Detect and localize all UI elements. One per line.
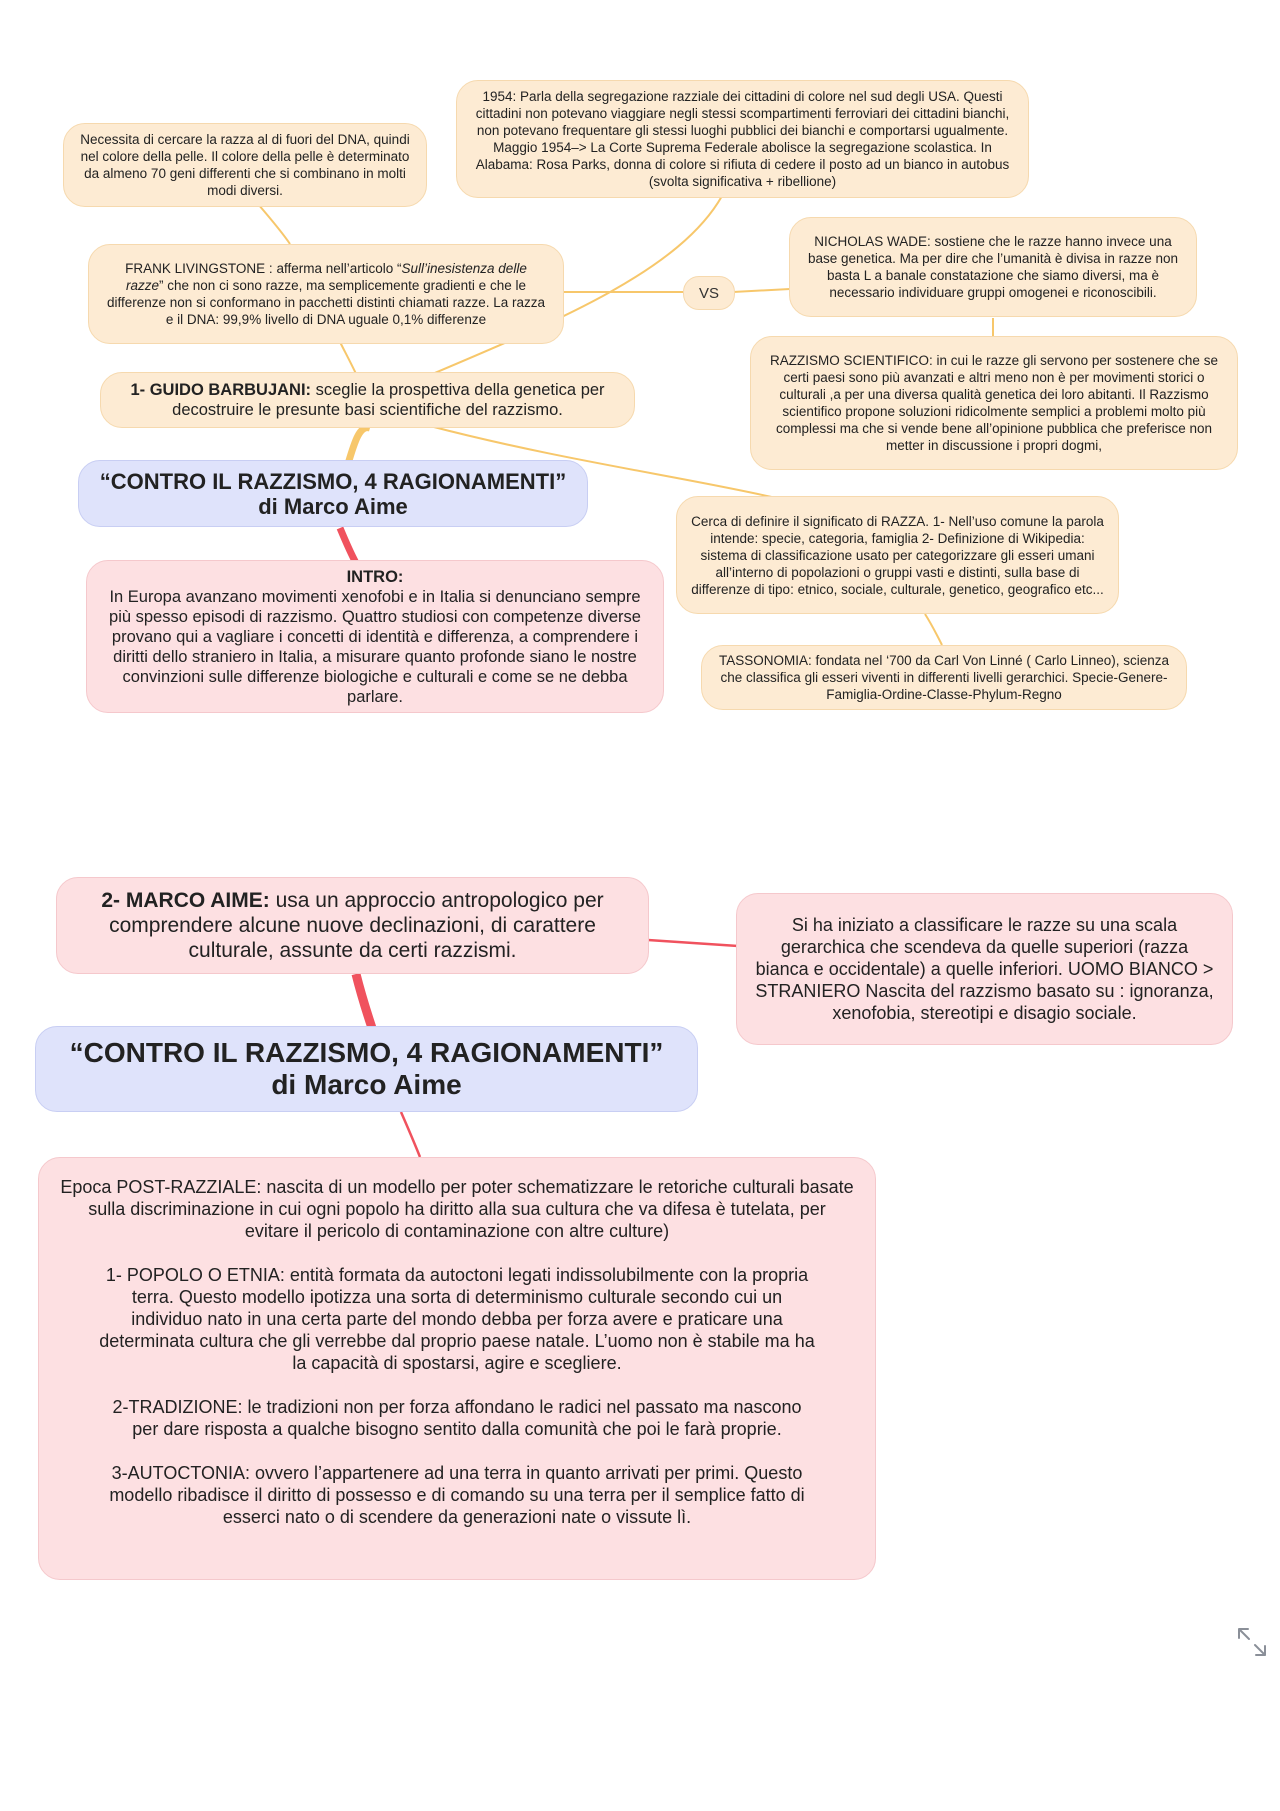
- central-topic-1-subtitle: di Marco Aime: [258, 493, 408, 519]
- livingstone-part2: ” che non ci sono razze, ma semplicemente gradienti e che le differenze non si conformano in pacchetti distinti chiamati razze. La razza e il DNA: 99,9% livello di DNA uguale 0,1% differenze: [107, 278, 545, 327]
- node-tassonomia[interactable]: [701, 645, 1187, 710]
- intro-heading: INTRO:: [346, 567, 404, 586]
- tassonomia-text: TASSONOMIA: fondata nel ‘700 da Carl Von Linné ( Carlo Linneo), scienza che classifica gli esseri viventi in differenti livelli gerarchici. Specie-Genere-Famiglia-Ordine-Classe-Phylum-Regno: [719, 653, 1169, 702]
- node-intro[interactable]: [86, 560, 664, 713]
- wade-text: NICHOLAS WADE: sostiene che le razze hanno invece una base genetica. Ma per dire che l’umanità è divisa in razze non basta L a banale constatazione che siamo diversi, ma è necessario individuare gruppi omogenei e riconoscibili.: [808, 234, 1178, 300]
- node-segregazione[interactable]: [456, 80, 1029, 198]
- livingstone-text: [105, 260, 547, 328]
- central-topic-2-title: “CONTRO IL RAZZISMO, 4 RAGIONAMENTI”: [69, 1037, 664, 1068]
- barbujani-text: [117, 380, 618, 420]
- central-topic-1[interactable]: [78, 460, 588, 527]
- node-dna-pelle[interactable]: [63, 123, 427, 207]
- livingstone-part1: FRANK LIVINGSTONE : afferma nell’articolo “: [125, 261, 402, 276]
- vs-badge[interactable]: VS: [683, 276, 735, 310]
- barbujani-bold: 1- GUIDO BARBUJANI:: [130, 381, 312, 399]
- link-razza-tassonomia: [925, 614, 942, 645]
- central-topic-1-title: “CONTRO IL RAZZISMO, 4 RAGIONAMENTI”: [99, 468, 567, 494]
- expand-icon[interactable]: [1235, 1625, 1269, 1659]
- razza-text: Cerca di definire il significato di RAZZA. 1- Nell’uso comune la parola intende: specie, categoria, famiglia 2- Definizione di Wikipedia: sistema di classificazione usato per categorizzare gli esseri umani all’interno di popolazioni o gruppi vasti e distinti, sulla base di differenze di tipo: etnico, sociale, culturale, genetico, geografico etc...: [691, 513, 1104, 597]
- link-central-barbujani: [348, 428, 370, 464]
- link-central-intro: [340, 528, 356, 563]
- epoca-popolo-etnia: 1- POPOLO O ETNIA: entità formata da autoctoni legati indissolubilmente con la propria terra. Questo modello ipotizza una sorta di determinismo culturale secondo cui un individuo nato in una certa parte del mondo debba per forza avere e praticare una determinata cultura che gli verrebbe dal proprio paese natale. L’uomo non è stabile ma ha la capacità di spostarsi, agire e scegliere.: [99, 1265, 815, 1373]
- epoca-tradizione: 2-TRADIZIONE: le tradizioni non per forza affondano le radici nel passato ma nascono per dare risposta a qualche bisogno sentito dalla comunità che poi le farà proprie.: [112, 1397, 802, 1439]
- node-classifica-razze[interactable]: [736, 893, 1233, 1045]
- link-central2-aime: [356, 974, 372, 1028]
- link-vs-wade: [733, 289, 790, 292]
- barbujani-rest: sceglie la prospettiva della genetica per decostruire le presunte basi scientifiche del razzismo.: [172, 381, 605, 419]
- classifica-text: Si ha iniziato a classificare le razze su una scala gerarchica che scendeva da quelle superiori (razza bianca e occidentale) a quelle inferiori. UOMO BIANCO > STRANIERO Nascita del razzismo basato su : ignoranza, xenofobia, stereotipi e disagio sociale.: [755, 915, 1214, 1023]
- node-wade[interactable]: [789, 217, 1197, 317]
- razzismo-scientifico-text: RAZZISMO SCIENTIFICO: in cui le razze gli servono per sostenere che se certi paesi sono più avanzati e altri meno non è per movimenti storici o culturali ,a per una diversa qualità genetica dei loro abitanti. Il Razzismo scientifico propone soluzioni ridicolmente semplici a problemi molto più complessi ma che si vende bene all’opinione pubblica che preferisce non metter in discussione i propri dogmi,: [770, 353, 1218, 453]
- dna-pelle-text: Necessita di cercare la razza al di fuori del DNA, quindi nel colore della pelle. Il colore della pelle è determinato da almeno 70 geni differenti che si combinano in molti modi diversi.: [80, 132, 410, 198]
- aime-rest: usa un approccio antropologico per comprendere alcune nuove declinazioni, di carattere culturale, assunte da certi razzismi.: [109, 889, 604, 962]
- segregazione-text: 1954: Parla della segregazione razziale dei cittadini di colore nel sud degli USA. Questi cittadini non potevano viaggiare negli stessi scompartimenti ferroviari dei cittadini bianchi, non potevano frequentare gli stessi luoghi pubblici dei bianchi e comportarsi ugualmente. Maggio 1954–> La Corte Suprema Federale abolisce la segregazione scolastica. In Alabama: Rosa Parks, donna di colore si rifiuta di cedere il posto ad un bianco in autobus (svolta significativa + ribellione): [475, 89, 1010, 189]
- node-razzismo-scientifico[interactable]: [750, 336, 1238, 470]
- intro-body: In Europa avanzano movimenti xenofobi e in Italia si denunciano sempre più spesso episodi di razzismo. Quattro studiosi con competenze diverse provano qui a vagliare i concetti di identità e differenza, a comprendere i diritti dello straniero in Italia, a misurare quanto profonde siano le nostre convinzioni sulle differenze biologiche e culturali e come se ne debba parlare.: [109, 587, 641, 706]
- aime-bold: 2- MARCO AIME:: [101, 889, 270, 912]
- node-marco-aime[interactable]: [56, 877, 649, 974]
- link-livingstone-dna: [258, 204, 290, 244]
- aime-text: [75, 888, 630, 963]
- link-aime-classifica: [648, 940, 738, 946]
- link-central2-epoca: [401, 1112, 420, 1157]
- livingstone-article-title: Sull’inesistenza delle razze: [126, 261, 527, 293]
- node-razza[interactable]: [676, 496, 1119, 614]
- node-barbujani[interactable]: [100, 372, 635, 428]
- central-topic-2-subtitle: di Marco Aime: [271, 1069, 462, 1100]
- central-topic-2[interactable]: [35, 1026, 698, 1112]
- node-livingstone[interactable]: [88, 244, 564, 344]
- node-epoca-post-razziale[interactable]: [38, 1157, 876, 1580]
- epoca-intro: Epoca POST-RAZZIALE: nascita di un modello per poter schematizzare le retoriche culturali basate sulla discriminazione in cui ogni popolo ha diritto alla sua cultura che va difesa è tutelata, per evitare il pericolo di contaminazione con altre culture): [60, 1177, 854, 1241]
- epoca-autoctonia: 3-AUTOCTONIA: ovvero l’appartenere ad una terra in quanto arrivati per primi. Questo modello ribadisce il diritto di possesso e di comando su una terra per il semplice fatto di esserci nato o di scendere da generazioni nate o vissute lì.: [109, 1463, 805, 1527]
